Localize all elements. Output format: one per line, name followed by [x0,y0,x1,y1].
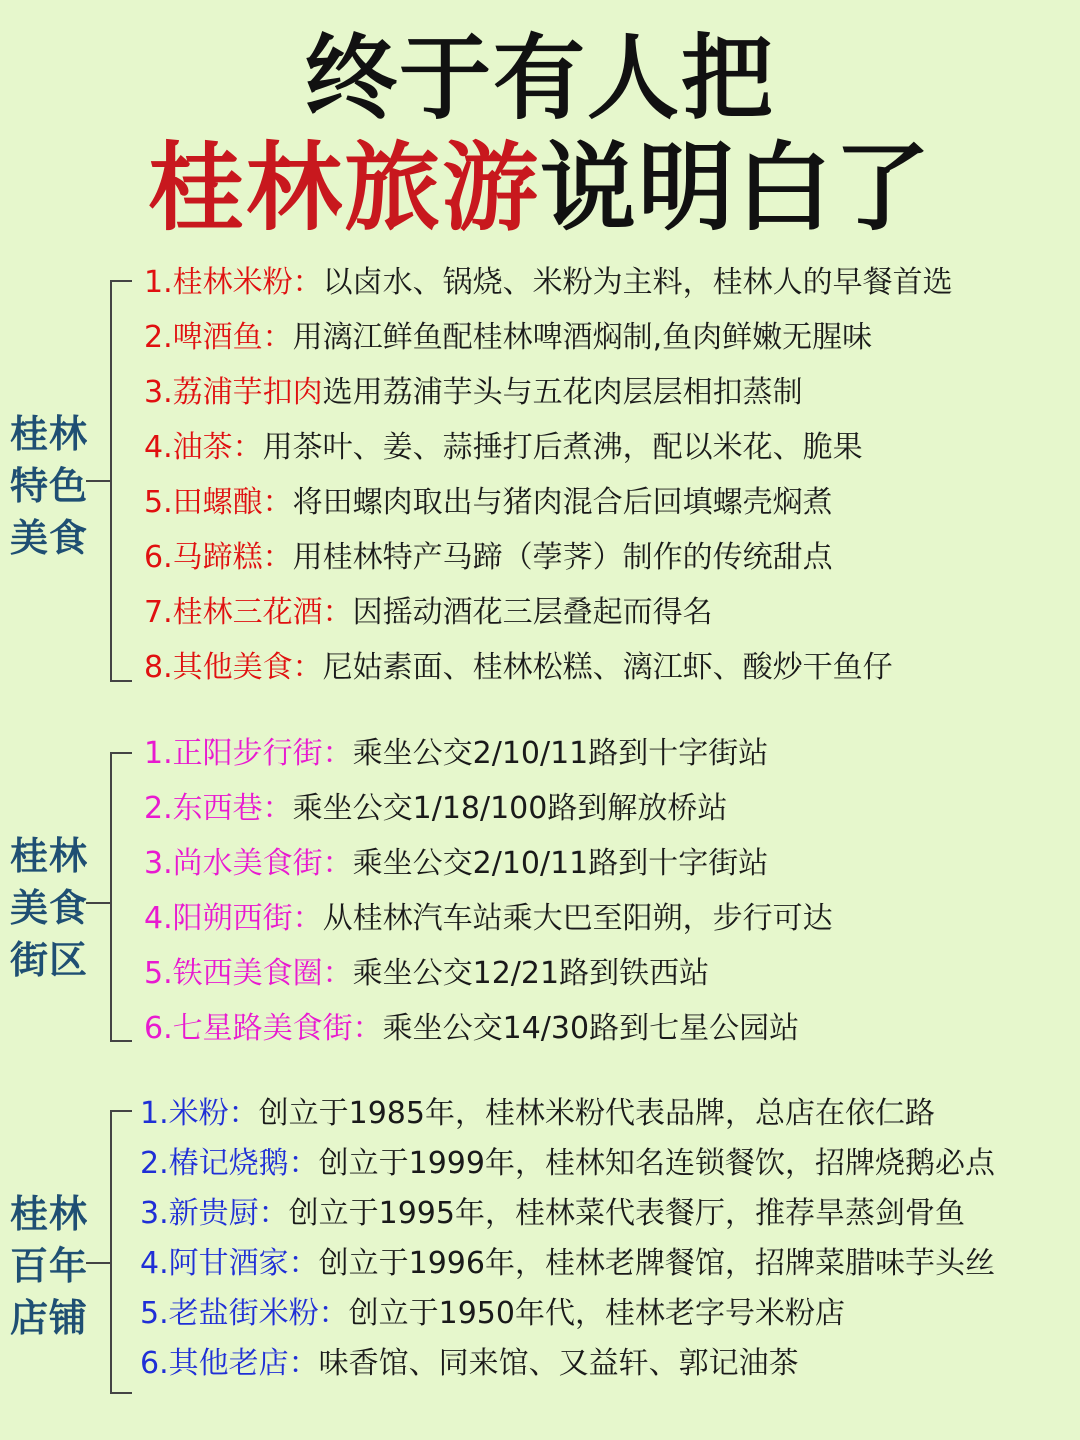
item-desc: 选用荔浦芋头与五花肉层层相扣蒸制 [322,375,803,410]
item-num: 2. [140,1146,169,1181]
item-name: 荔浦芋扣肉 [172,375,323,410]
list-item [140,1144,995,1184]
item-desc: 尼姑素面、桂林松糕、漓江虾、酸炒干鱼仔 [322,650,893,685]
item-desc: 将田螺肉取出与猪肉混合后回填螺壳焖煮 [292,485,833,520]
item-name: 椿记烧鹅： [168,1146,319,1181]
item-desc: 因摇动酒花三层叠起而得名 [352,595,713,630]
item-num: 6. [144,1011,173,1046]
list-item [144,954,709,994]
list-item [144,373,803,413]
item-num: 1. [140,1096,169,1131]
item-label-line: 美食 [10,886,89,930]
item-desc: 用桂林特产马蹄（荸荠）制作的传统甜点 [292,540,833,575]
item-name: 桂林三花酒： [172,595,353,630]
item-name: 马蹄糕： [172,540,293,575]
section-label [10,1188,94,1344]
list-item [144,263,953,303]
item-label-line: 桂林 [10,412,89,456]
item-num: 4. [144,430,173,465]
item-num: 6. [140,1346,169,1381]
bracket-tick [86,902,112,904]
bracket-tick [86,1262,112,1264]
item-desc: 以卤水、锅烧、米粉为主料，桂林人的早餐首选 [322,265,953,300]
list-item [144,428,863,468]
item-desc: 创立于1985年，桂林米粉代表品牌，总店在依仁路 [258,1096,935,1131]
item-label-line: 特色 [10,464,89,508]
item-label-line: 百年 [10,1244,89,1288]
list-item [144,734,768,774]
item-name: 七星路美食街： [172,1011,383,1046]
title-rest: 说明白了 [540,132,932,244]
item-name: 桂林米粉： [172,265,323,300]
item-num: 3. [140,1196,169,1231]
item-name: 新贵厨： [168,1196,289,1231]
bracket [110,280,132,682]
item-num: 2. [144,320,173,355]
item-name: 老盐街米粉： [168,1296,349,1331]
item-num: 8. [144,650,173,685]
list-item [140,1294,845,1334]
bracket [110,1110,132,1394]
item-desc: 乘坐公交1/18/100路到解放桥站 [292,791,728,826]
item-desc: 味香馆、同来馆、又益轩、郭记油茶 [318,1346,799,1381]
list-item [140,1344,799,1384]
list-item [144,1009,799,1049]
item-label-line: 桂林 [10,1192,89,1236]
item-name: 阳朔西街： [172,901,323,936]
item-name: 其他美食： [172,650,323,685]
item-label-line: 美食 [10,516,89,560]
item-desc: 用茶叶、姜、蒜捶打后煮沸，配以米花、脆果 [262,430,863,465]
item-name: 田螺酿： [172,485,293,520]
section-label [10,830,94,986]
item-desc: 创立于1995年，桂林菜代表餐厅，推荐旱蒸剑骨鱼 [288,1196,965,1231]
list-item [144,844,768,884]
item-desc: 乘坐公交14/30路到七星公园站 [382,1011,800,1046]
list-item [140,1094,935,1134]
list-item [144,538,833,578]
item-desc: 从桂林汽车站乘大巴至阳朔，步行可达 [322,901,833,936]
page-title-line2 [0,130,1080,246]
section-label [10,408,94,564]
item-desc: 乘坐公交2/10/11路到十字街站 [352,736,769,771]
item-num: 3. [144,375,173,410]
bracket [110,752,132,1042]
list-item [144,899,833,939]
item-name: 阿甘酒家： [168,1246,319,1281]
item-num: 5. [144,485,173,520]
item-num: 3. [144,846,173,881]
bracket-tick [86,480,112,482]
item-num: 2. [144,791,173,826]
item-label-line: 桂林 [10,834,89,878]
item-desc: 用漓江鲜鱼配桂林啤酒焖制,鱼肉鲜嫩无腥味 [292,320,873,355]
list-item [144,789,727,829]
item-num: 4. [144,901,173,936]
item-label-line: 店铺 [10,1296,89,1340]
item-name: 其他老店： [168,1346,319,1381]
list-item [144,593,713,633]
item-name: 尚水美食街： [172,846,353,881]
item-num: 4. [140,1246,169,1281]
item-name: 正阳步行街： [172,736,353,771]
page-title-line1: 终于有人把 [304,25,775,132]
list-item [144,648,893,688]
list-item [144,318,872,358]
item-name: 油茶： [172,430,263,465]
item-num: 5. [140,1296,169,1331]
title-highlight: 桂林旅游 [148,132,540,244]
item-label-line: 街区 [10,938,89,982]
item-num: 1. [144,736,173,771]
list-item [140,1194,965,1234]
item-num: 7. [144,595,173,630]
item-desc: 创立于1999年，桂林知名连锁餐饮，招牌烧鹅必点 [318,1146,995,1181]
item-num: 1. [144,265,173,300]
item-desc: 乘坐公交2/10/11路到十字街站 [352,846,769,881]
item-num: 5. [144,956,173,991]
item-name: 铁西美食圈： [172,956,353,991]
list-item [140,1244,995,1284]
item-num: 6. [144,540,173,575]
list-item [144,483,833,523]
item-desc: 创立于1996年，桂林老牌餐馆，招牌菜腊味芋头丝 [318,1246,995,1281]
item-name: 啤酒鱼： [172,320,293,355]
item-name: 米粉： [168,1096,259,1131]
item-desc: 乘坐公交12/21路到铁西站 [352,956,710,991]
item-desc: 创立于1950年代，桂林老字号米粉店 [348,1296,845,1331]
item-name: 东西巷： [172,791,293,826]
